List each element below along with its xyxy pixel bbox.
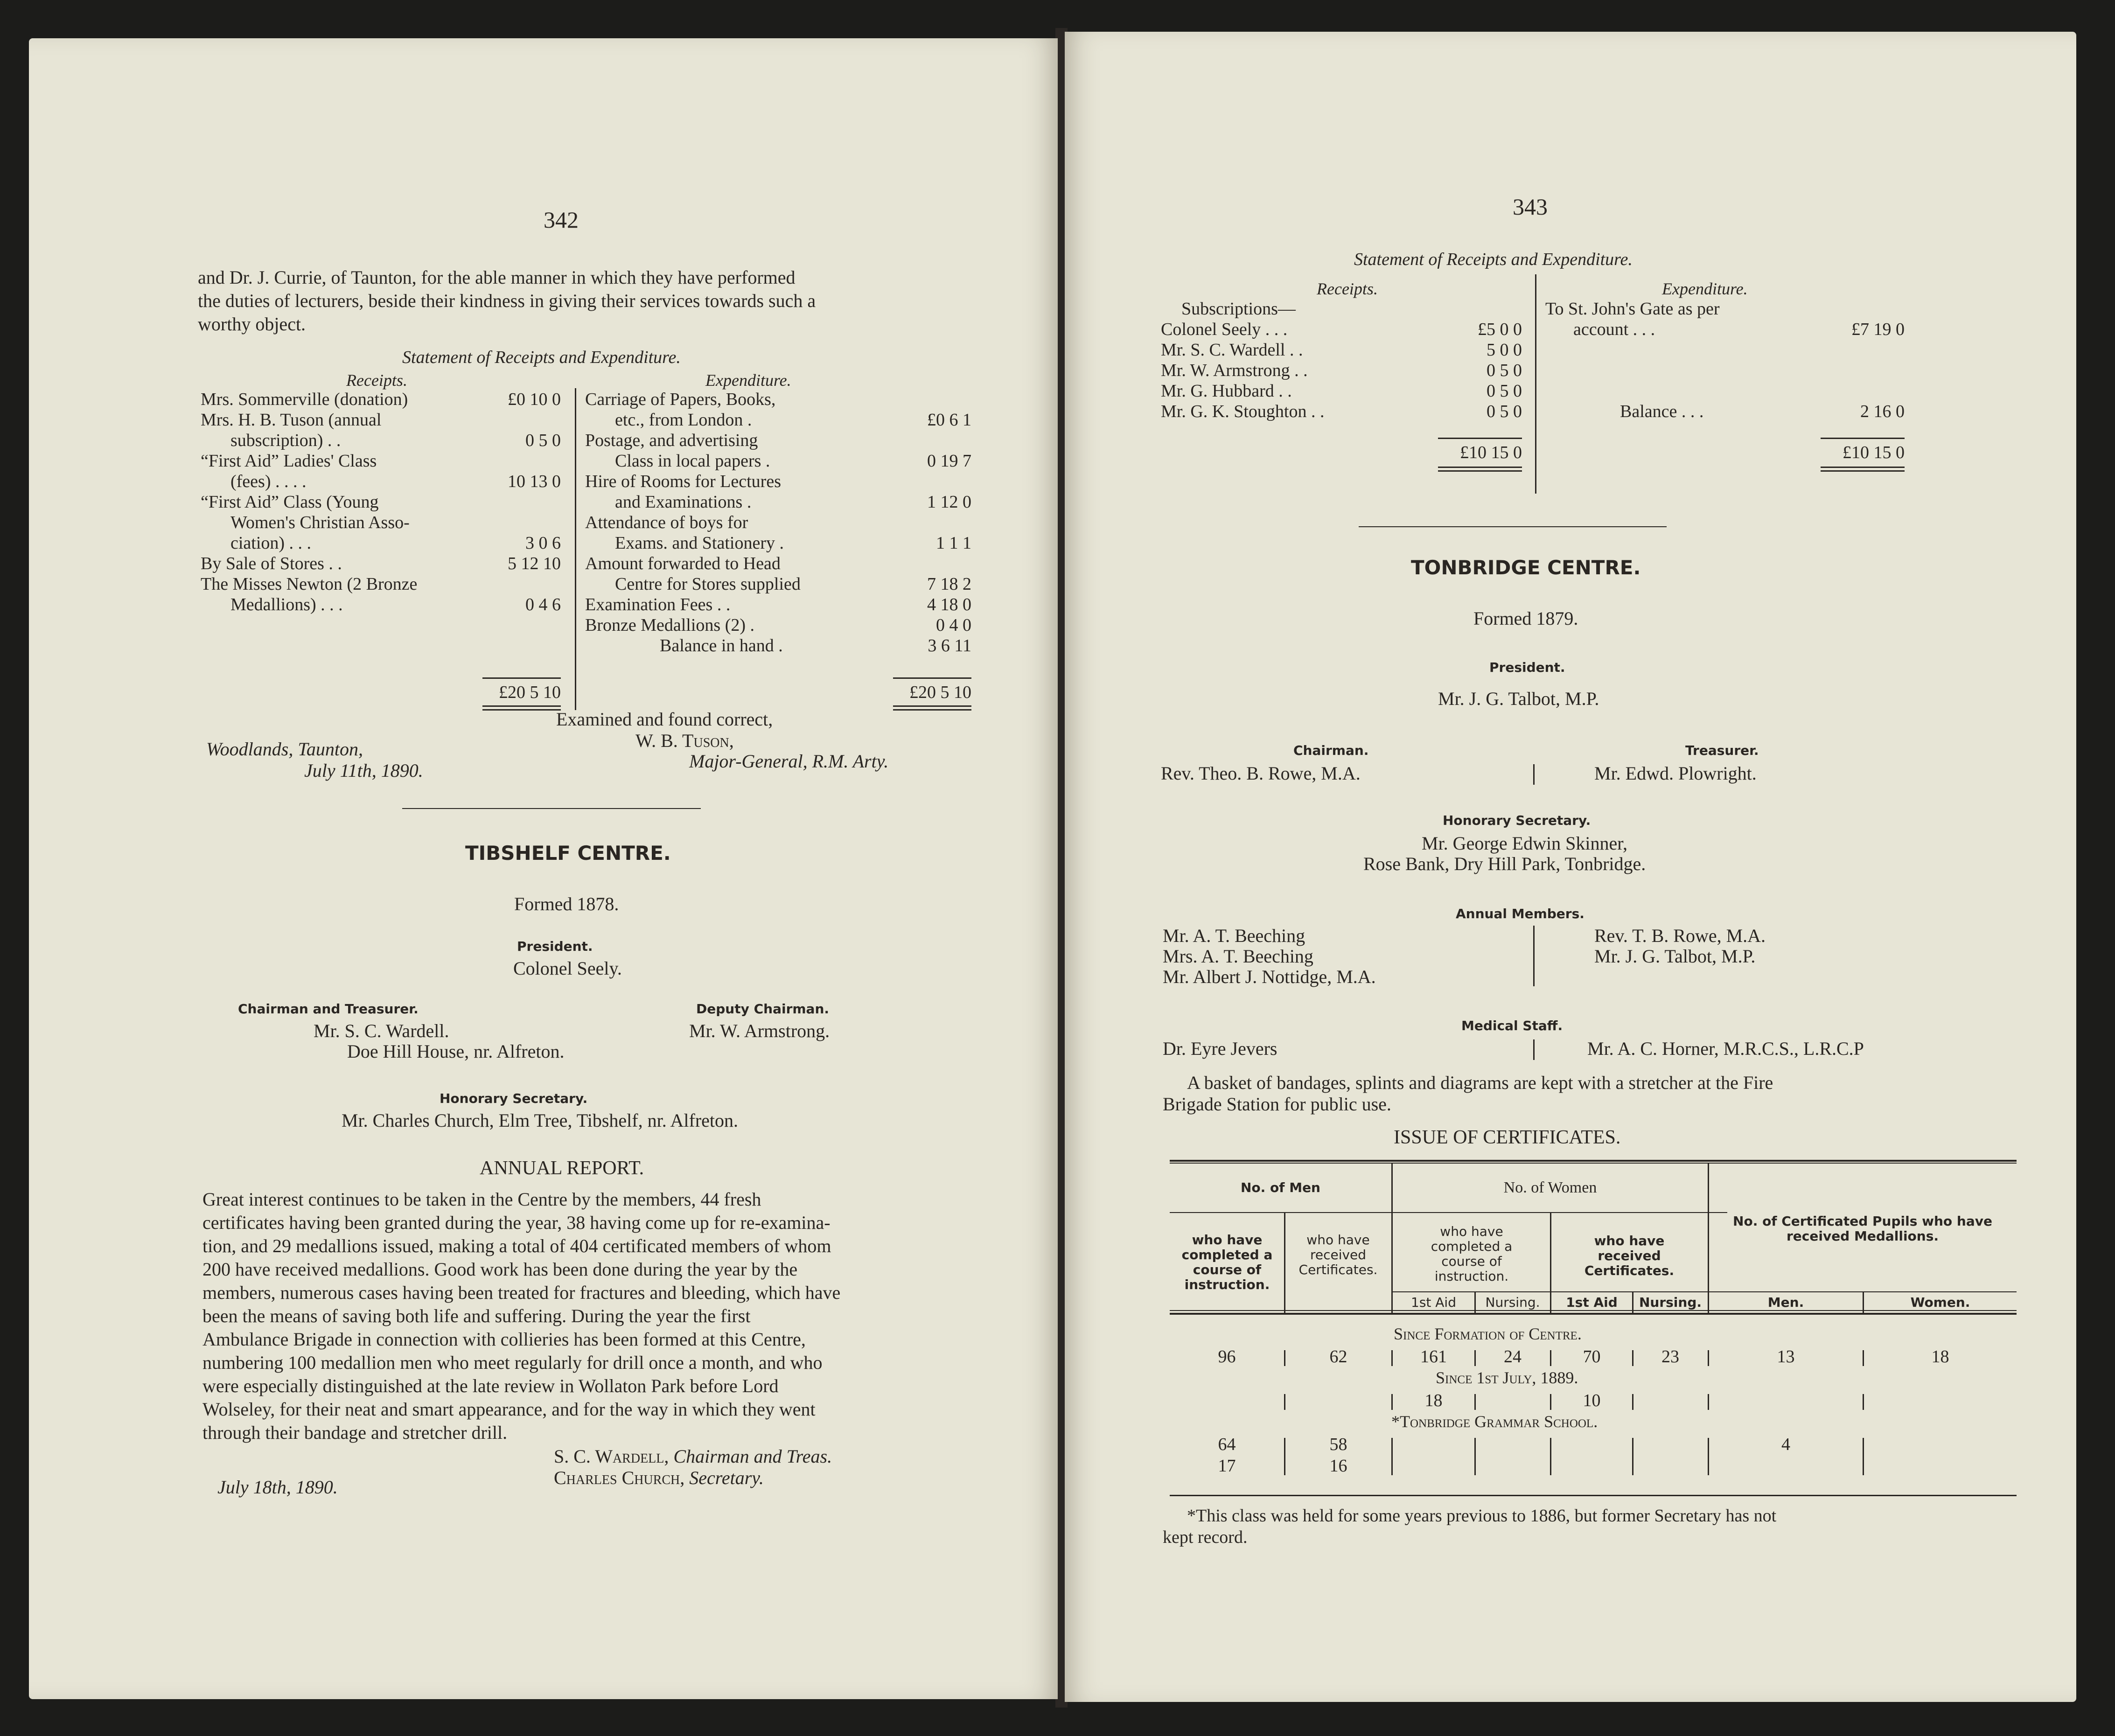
chairman-name: Mr. S. C. Wardell. [314,1020,449,1041]
expenditure-amount: 3 6 11 [928,636,971,655]
report-line: Ambulance Brigade in connection with collieries has been formed at this Centre, [202,1329,806,1350]
row-bar [1474,1350,1476,1366]
receipt-amount: £5 0 0 [1478,320,1522,339]
centre-title: TONBRIDGE CENTRE. [1411,556,1641,579]
right-page [1065,32,2076,1702]
deputy-name: Mr. W. Armstrong. [689,1020,830,1041]
statement-date: July 11th, 1890. [304,760,423,781]
footnote-line: *This class was held for some years previous to 1886, but former Secretary has not [1187,1506,1777,1526]
row-bar [1391,1394,1393,1410]
receipt-line: Women's Christian Asso- [230,513,410,532]
row-bar [1391,1350,1393,1366]
table-cell: 23 [1661,1347,1679,1366]
row-bar [1708,1438,1709,1475]
col-received-women: who have received Certificates. [1584,1233,1675,1278]
receipt-name: Mr. G. K. Stoughton . . [1161,402,1325,421]
table-cell: 18 [1424,1391,1443,1410]
report-title: ANNUAL REPORT. [480,1157,644,1179]
receipt-name: Mr. W. Armstrong . . [1161,361,1308,380]
table-cell: 10 [1583,1391,1601,1410]
report-line: were especially distinguished at the late review in Wollaton Park before Lord [202,1375,779,1396]
section-label: *Tonbridge Grammar School. [1391,1412,1598,1431]
row-bar [1284,1394,1285,1410]
col-received-men: who have received Certificates. [1298,1232,1378,1277]
women-header: No. of Women [1503,1179,1597,1196]
row-bar [1474,1438,1476,1475]
receipt-name: Colonel Seely . . . [1161,320,1288,339]
examiner-name: W. B. Tuson, [635,730,734,751]
section-divider [1359,526,1667,527]
secretary-heading: Honorary Secretary. [1443,813,1591,828]
medallions-header: No. of Certificated Pupils who have received Medallions. [1733,1213,1992,1244]
report-line: members, numerous cases having been treated for fractures and bleeding, which have [202,1282,841,1303]
row-bar [1863,1350,1864,1366]
examiner-title: Major-General, R.M. Arty. [689,751,889,772]
receipt-amount: 3 0 6 [525,533,561,553]
page-number: 342 [544,207,579,233]
treasurer-heading: Treasurer. [1685,743,1759,758]
left-page [29,38,1058,1699]
row-bar [1708,1394,1709,1410]
table-cell: 161 [1420,1347,1447,1366]
receipt-amount: 0 5 0 [1487,361,1522,380]
receipts-total: £10 15 0 [1460,443,1522,462]
member-name: Rev. T. B. Rowe, M.A. [1594,925,1766,946]
expenditure-line: Exams. and Stationery . [615,533,784,553]
expenditure-line: etc., from London . [615,410,752,430]
row-bar [1632,1438,1633,1475]
table-header-rule [1170,1310,2017,1311]
expenditure-total-rule [893,709,971,711]
women-sub-rule [1393,1212,1727,1213]
table-bottom-rule [1170,1495,2017,1496]
intro-line: the duties of lecturers, beside their kindness in giving their services towards such a [198,290,816,311]
secretary-address: Rose Bank, Dry Hill Park, Tonbridge. [1363,853,1646,874]
receipt-line: “First Aid” Class (Young [201,492,379,512]
expenditure-line: Carriage of Papers, Books, [585,390,776,409]
expenditure-line: Centre for Stores supplied [615,574,801,594]
receipt-name: Mr. S. C. Wardell . . [1161,340,1303,360]
expenditure-sum-rule [893,677,971,679]
receipt-line: Medallions) . . . [230,595,343,614]
table-cell: 62 [1329,1347,1347,1366]
receipts-sum-rule [1438,438,1522,439]
expenditure-total-rule [1821,470,1905,472]
table-cell: 64 [1218,1435,1236,1454]
formed-year: Formed 1878. [514,893,619,914]
expenditure-line: Balance in hand . [660,636,783,655]
certificates-title: ISSUE OF CERTIFICATES. [1394,1127,1621,1148]
chairman-name: Rev. Theo. B. Rowe, M.A. [1161,763,1361,784]
row-bar [1632,1394,1633,1410]
medical-name: Mr. A. C. Horner, M.R.C.S., L.R.C.P [1587,1038,1864,1059]
expenditure-line: Class in local papers . [615,451,770,471]
sub-first-aid: 1st Aid [1566,1295,1618,1310]
receipts-sum-rule [482,677,561,679]
table-cell: 24 [1504,1347,1522,1366]
president-heading: President. [1489,660,1565,675]
signature-role: Chairman and Treas. [673,1446,832,1467]
table-cell: 58 [1329,1435,1347,1454]
expenditure-line: and Examinations . [615,492,752,512]
row-bar [1284,1350,1285,1366]
table-col-line [1708,1163,1709,1313]
receipt-line: Mrs. H. B. Tuson (annual [201,410,382,430]
expenditure-total-rule [893,705,971,707]
signature-name: Charles Church, [554,1467,685,1488]
balance-amount: 2 16 0 [1860,402,1905,421]
receipt-name: Mr. G. Hubbard . . [1161,381,1292,401]
president-name: Mr. J. G. Talbot, M.P. [1438,688,1599,709]
statement-title: Statement of Receipts and Expenditure. [1354,250,1633,269]
section-label: Since 1st July, 1889. [1436,1368,1578,1387]
basket-line: A basket of bandages, splints and diagrams are kept with a stretcher at the Fire [1187,1072,1773,1093]
centre-title: TIBSHELF CENTRE. [465,842,671,865]
expenditure-line: To St. John's Gate as per [1545,299,1720,319]
secretary-name: Mr. Charles Church, Elm Tree, Tibshelf, nr. Alfreton. [342,1110,738,1131]
expenditure-amount: £0 6 1 [927,410,971,430]
row-bar [1863,1394,1864,1410]
place: Woodlands, Taunton, [206,739,363,760]
expenditure-total: £20 5 10 [909,683,971,702]
intro-line: and Dr. J. Currie, of Taunton, for the able manner in which they have performed [198,267,796,288]
expenditure-amount: 7 18 2 [927,574,971,594]
row-bar [1391,1438,1393,1475]
table-cell: 4 [1781,1435,1790,1454]
section-divider [402,808,701,809]
report-line: numbering 100 medallion men who meet regularly for drill once a month, and who [202,1352,823,1373]
expenditure-line: Amount forwarded to Head [585,554,781,573]
report-line: Great interest continues to be taken in the Centre by the members, 44 fresh [202,1189,761,1210]
member-name: Mr. J. G. Talbot, M.P. [1594,946,1756,967]
receipts-total: £20 5 10 [499,683,561,702]
expenditure-amount: 1 1 1 [936,533,971,553]
receipt-amount: 10 13 0 [508,472,561,491]
deputy-heading: Deputy Chairman. [696,1001,830,1017]
receipt-line: By Sale of Stores . . [201,554,342,573]
subscriptions-label: Subscriptions— [1181,299,1296,319]
receipt-line: The Misses Newton (2 Bronze [201,574,418,594]
receipts-total-rule [482,705,561,707]
chairman-heading: Chairman. [1293,743,1369,758]
signature-role: Secretary. [689,1467,764,1488]
row-bar [1550,1350,1551,1366]
row-bar [1474,1394,1476,1410]
expenditure-total: £10 15 0 [1843,443,1905,462]
receipt-amount: 0 5 0 [1487,402,1522,421]
expenditure-amount: 4 18 0 [927,595,971,614]
report-line: tion, and 29 medallions issued, making a total of 404 certificated members of whom [202,1235,831,1256]
expenditure-amount: 1 12 0 [927,492,971,512]
men-header: No. of Men [1240,1180,1320,1195]
treasurer-name: Mr. Edwd. Plowright. [1594,763,1757,784]
formed-year: Formed 1879. [1473,608,1578,629]
sub-women: Women. [1910,1295,1970,1310]
expenditure-line: Attendance of boys for [585,513,748,532]
row-bar [1284,1438,1285,1475]
report-line: Wolseley, for their neat and smart appearance, and for the way in which they went [202,1399,816,1420]
receipts-total-rule [1438,467,1522,468]
report-line: 200 have received medallions. Good work has been done during the year by the [202,1259,798,1280]
chairman-heading: Chairman and Treasurer. [238,1001,419,1017]
table-top-rule [1170,1160,2017,1162]
intro-line: worthy object. [198,314,306,335]
women-sub-rule-2 [1393,1291,1727,1292]
receipt-amount: 5 12 10 [508,554,561,573]
receipt-amount: £0 10 0 [508,390,561,409]
expenditure-line: account . . . [1573,320,1655,339]
footnote-line: kept record. [1163,1527,1248,1547]
president-name: Colonel Seely. [513,958,622,979]
signature-2 [554,1467,764,1489]
member-name: Mrs. A. T. Beeching [1163,946,1313,967]
expenditure-sum-rule [1821,438,1905,439]
table-cell: 70 [1583,1347,1601,1366]
sub-men: Men. [1767,1295,1804,1310]
member-name: Mr. Albert J. Nottidge, M.A. [1163,966,1376,987]
sub-first-aid: 1st Aid [1411,1295,1456,1310]
secretary-heading: Honorary Secretary. [440,1091,588,1106]
signature-1 [554,1445,832,1467]
table-cell: 16 [1329,1456,1347,1476]
receipt-line: (fees) . . . . [230,472,307,491]
column-bar [1533,764,1535,785]
expenditure-amount: £7 19 0 [1851,320,1905,339]
report-line: through their bandage and stretcher drill. [202,1422,508,1443]
table-cell: 18 [1931,1347,1949,1366]
receipts-heading: Receipts. [346,371,407,390]
examined-text: Examined and found correct, [556,709,773,730]
balance-label: Balance . . . [1620,402,1704,421]
report-date: July 18th, 1890. [217,1477,338,1498]
receipts-total-rule [482,709,561,711]
row-bar [1708,1350,1709,1366]
expenditure-line: Hire of Rooms for Lectures [585,472,781,491]
expenditure-line: Postage, and advertising [585,431,758,450]
member-name: Mr. A. T. Beeching [1163,925,1305,946]
section-label: Since Formation of Centre. [1394,1325,1582,1343]
sub-nursing: Nursing. [1485,1295,1540,1310]
column-bar [1533,926,1535,986]
statement-title: Statement of Receipts and Expenditure. [402,348,681,367]
receipt-amount: 0 4 6 [525,595,561,614]
medical-heading: Medical Staff. [1461,1018,1563,1033]
report-line: certificates having been granted during the year, 38 having come up for re-examina- [202,1212,831,1233]
signature-name: S. C. Wardell, [554,1446,669,1467]
chairman-address: Doe Hill House, nr. Alfreton. [347,1041,565,1062]
row-bar [1632,1350,1633,1366]
expenditure-heading: Expenditure. [1662,279,1748,298]
medical-name: Dr. Eyre Jevers [1163,1038,1277,1059]
column-divider [1535,274,1536,494]
col-completed-men: who have completed a course of instruction. [1181,1232,1273,1292]
receipt-line: Mrs. Sommerville (donation) [201,390,408,409]
row-bar [1550,1394,1551,1410]
table-header-rule [1170,1313,2017,1315]
expenditure-amount: 0 19 7 [927,451,971,471]
expenditure-line: Examination Fees . . [585,595,731,614]
column-bar [1533,1039,1535,1060]
table-cell: 13 [1777,1347,1795,1366]
page-number: 343 [1513,194,1548,220]
basket-line: Brigade Station for public use. [1163,1094,1391,1115]
table-cell: 17 [1218,1456,1236,1476]
report-line: been the means of saving both life and suffering. During the year the first [202,1305,751,1326]
column-divider [575,388,576,710]
table-top-rule [1170,1163,2017,1164]
receipt-amount: 0 5 0 [525,431,561,450]
receipt-line: subscription) . . [230,431,341,450]
sub-nursing: Nursing. [1639,1295,1702,1310]
members-heading: Annual Members. [1456,906,1585,921]
expenditure-heading: Expenditure. [705,371,791,390]
receipt-amount: 0 5 0 [1487,381,1522,401]
receipts-heading: Receipts. [1317,279,1378,298]
row-bar [1550,1438,1551,1475]
row-bar [1863,1438,1864,1475]
secretary-name: Mr. George Edwin Skinner, [1422,833,1627,854]
table-cell: 96 [1218,1347,1236,1366]
expenditure-total-rule [1821,467,1905,468]
receipt-line: ciation) . . . [230,533,312,553]
receipts-total-rule [1438,470,1522,472]
expenditure-amount: 0 4 0 [936,615,971,635]
table-col-line [1284,1212,1285,1313]
receipt-line: “First Aid” Ladies' Class [201,451,377,471]
expenditure-line: Bronze Medallions (2) . [585,615,755,635]
col-completed-women: who have completed a course of instruction. [1431,1224,1513,1284]
receipt-amount: 5 0 0 [1487,340,1522,360]
president-heading: President. [517,939,593,954]
